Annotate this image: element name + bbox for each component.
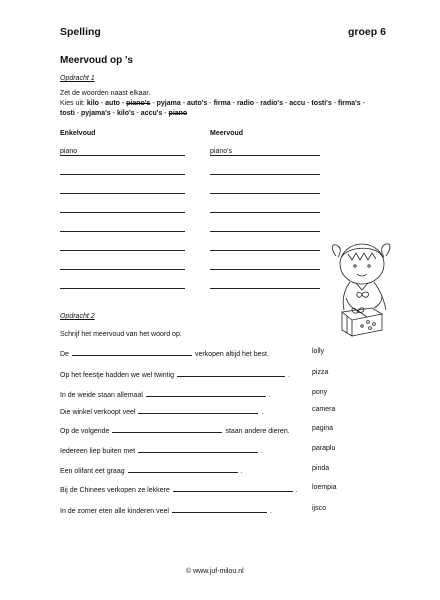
singular-answer-line[interactable] (60, 193, 185, 194)
plural-answer-line[interactable] (210, 193, 320, 194)
word-choice: tosti (60, 109, 75, 117)
fill-in-blank[interactable] (138, 406, 258, 414)
plural-answer-line[interactable] (210, 288, 320, 289)
sentence-before: Op het feestje hadden we wel twintig (60, 372, 175, 379)
sentence-row (60, 425, 290, 435)
sentence-row (60, 389, 271, 399)
base-word: paraplu (312, 445, 336, 452)
word-list: kilo - auto - piano's - pyjama - auto's - firma - radio - radio's - accu - tosti's - firma's - tosti - pyjama's - kilo's - accu's - piano (60, 100, 365, 117)
singular-answer-line[interactable] (60, 174, 185, 175)
plural-answer-line[interactable] (210, 212, 320, 213)
sentence-before: Iedereen liep buiten met (60, 448, 136, 455)
sentence-after: . (288, 372, 290, 379)
word-choice: radio's (260, 100, 283, 107)
word-choice: pyjama (156, 100, 181, 107)
fill-in-blank[interactable] (138, 445, 258, 453)
fill-in-blank[interactable] (72, 348, 192, 356)
assignment1-heading: Opdracht 1 (60, 75, 95, 82)
sentence-row (60, 406, 263, 416)
word-choice: piano's (126, 100, 151, 107)
fill-in-blank[interactable] (146, 389, 266, 397)
sentence-before: De (60, 351, 69, 358)
word-choice: pyjama's (81, 109, 111, 117)
fill-in-blank[interactable] (177, 369, 285, 377)
sentence-before: Een olifant eet graag (60, 468, 125, 475)
word-choice: auto's (187, 100, 208, 107)
sentence-after: . (295, 487, 298, 494)
sentence-row (60, 445, 263, 455)
base-word: pinda (312, 465, 330, 472)
fill-in-blank[interactable] (128, 465, 238, 473)
sentence-before: Op de volgende (60, 428, 110, 435)
base-word: pizza (312, 369, 329, 376)
sentence-before: In de weide staan allemaal (60, 392, 143, 399)
sentence-after: . (261, 409, 264, 416)
assignment2-instruction: Schrijf het meervoud van het woord op. (60, 331, 182, 338)
base-word: lolly (312, 348, 325, 355)
word-choices (60, 99, 380, 118)
singular-answer-line[interactable] (60, 269, 185, 270)
example-plural: piano's (210, 148, 232, 155)
fill-in-blank[interactable] (112, 425, 222, 433)
sentence-after: . (269, 508, 272, 515)
example-singular: piano (60, 148, 78, 155)
sentence-before: Bij de Chinees verkopen ze lekkere (60, 487, 170, 494)
base-word: pony (312, 389, 328, 396)
word-choice: accu (289, 100, 306, 107)
plural-answer-line[interactable] (210, 250, 320, 251)
word-choice: firma (213, 100, 231, 107)
sentence-after: . (240, 468, 243, 475)
singular-answer-line[interactable] (60, 212, 185, 213)
sentence-row (60, 484, 298, 494)
sentence-after: . (268, 392, 271, 399)
sentence-row (60, 505, 272, 515)
base-word: camera (312, 406, 336, 413)
singular-answer-line[interactable] (60, 155, 185, 156)
sentence-row (60, 348, 269, 358)
fill-in-blank[interactable] (172, 505, 267, 513)
word-choice: tosti's (311, 100, 332, 107)
subject-label: Spelling (60, 26, 101, 38)
col-singular-header: Enkelvoud (60, 130, 96, 137)
sentence-before: In de zomer eten alle kinderen veel (60, 508, 169, 515)
word-choice: kilo (86, 100, 99, 107)
col-plural-header: Meervoud (210, 130, 244, 137)
sentence-before: Die winkel verkoopt veel (60, 409, 136, 416)
fill-in-blank[interactable] (173, 484, 293, 492)
sentence-after: verkopen altijd het best. (194, 351, 269, 358)
word-choice: auto (105, 100, 120, 107)
singular-answer-line[interactable] (60, 288, 185, 289)
base-word: loempia (312, 484, 337, 491)
footer-copyright: © www.juf-milou.nl (186, 568, 244, 575)
base-word: pagina (312, 425, 334, 432)
word-choice: accu's (140, 109, 163, 117)
base-word: ijsco (312, 505, 327, 512)
singular-answer-line[interactable] (60, 250, 185, 251)
plural-answer-line[interactable] (210, 155, 320, 156)
plural-answer-line[interactable] (210, 174, 320, 175)
girl-with-gift-drawing (328, 238, 396, 338)
sentence-row (60, 465, 243, 475)
word-choice: radio (236, 100, 255, 107)
word-choice: firma's (337, 100, 361, 107)
assignment2-heading: Opdracht 2 (60, 313, 95, 320)
plural-answer-line[interactable] (210, 269, 320, 270)
sentence-row (60, 369, 290, 379)
page-title: Meervoud op 's (60, 55, 133, 66)
choose-label: Kies uit: (60, 100, 85, 107)
word-choice: piano (168, 109, 188, 117)
plural-answer-line[interactable] (210, 231, 320, 232)
singular-answer-line[interactable] (60, 231, 185, 232)
group-label: groep 6 (348, 26, 386, 38)
assignment1-instruction: Zet de woorden naast elkaar. (60, 90, 151, 97)
word-choice: kilo's (116, 109, 135, 117)
sentence-after: . (261, 448, 264, 455)
sentence-after: staan andere dieren. (225, 428, 290, 435)
